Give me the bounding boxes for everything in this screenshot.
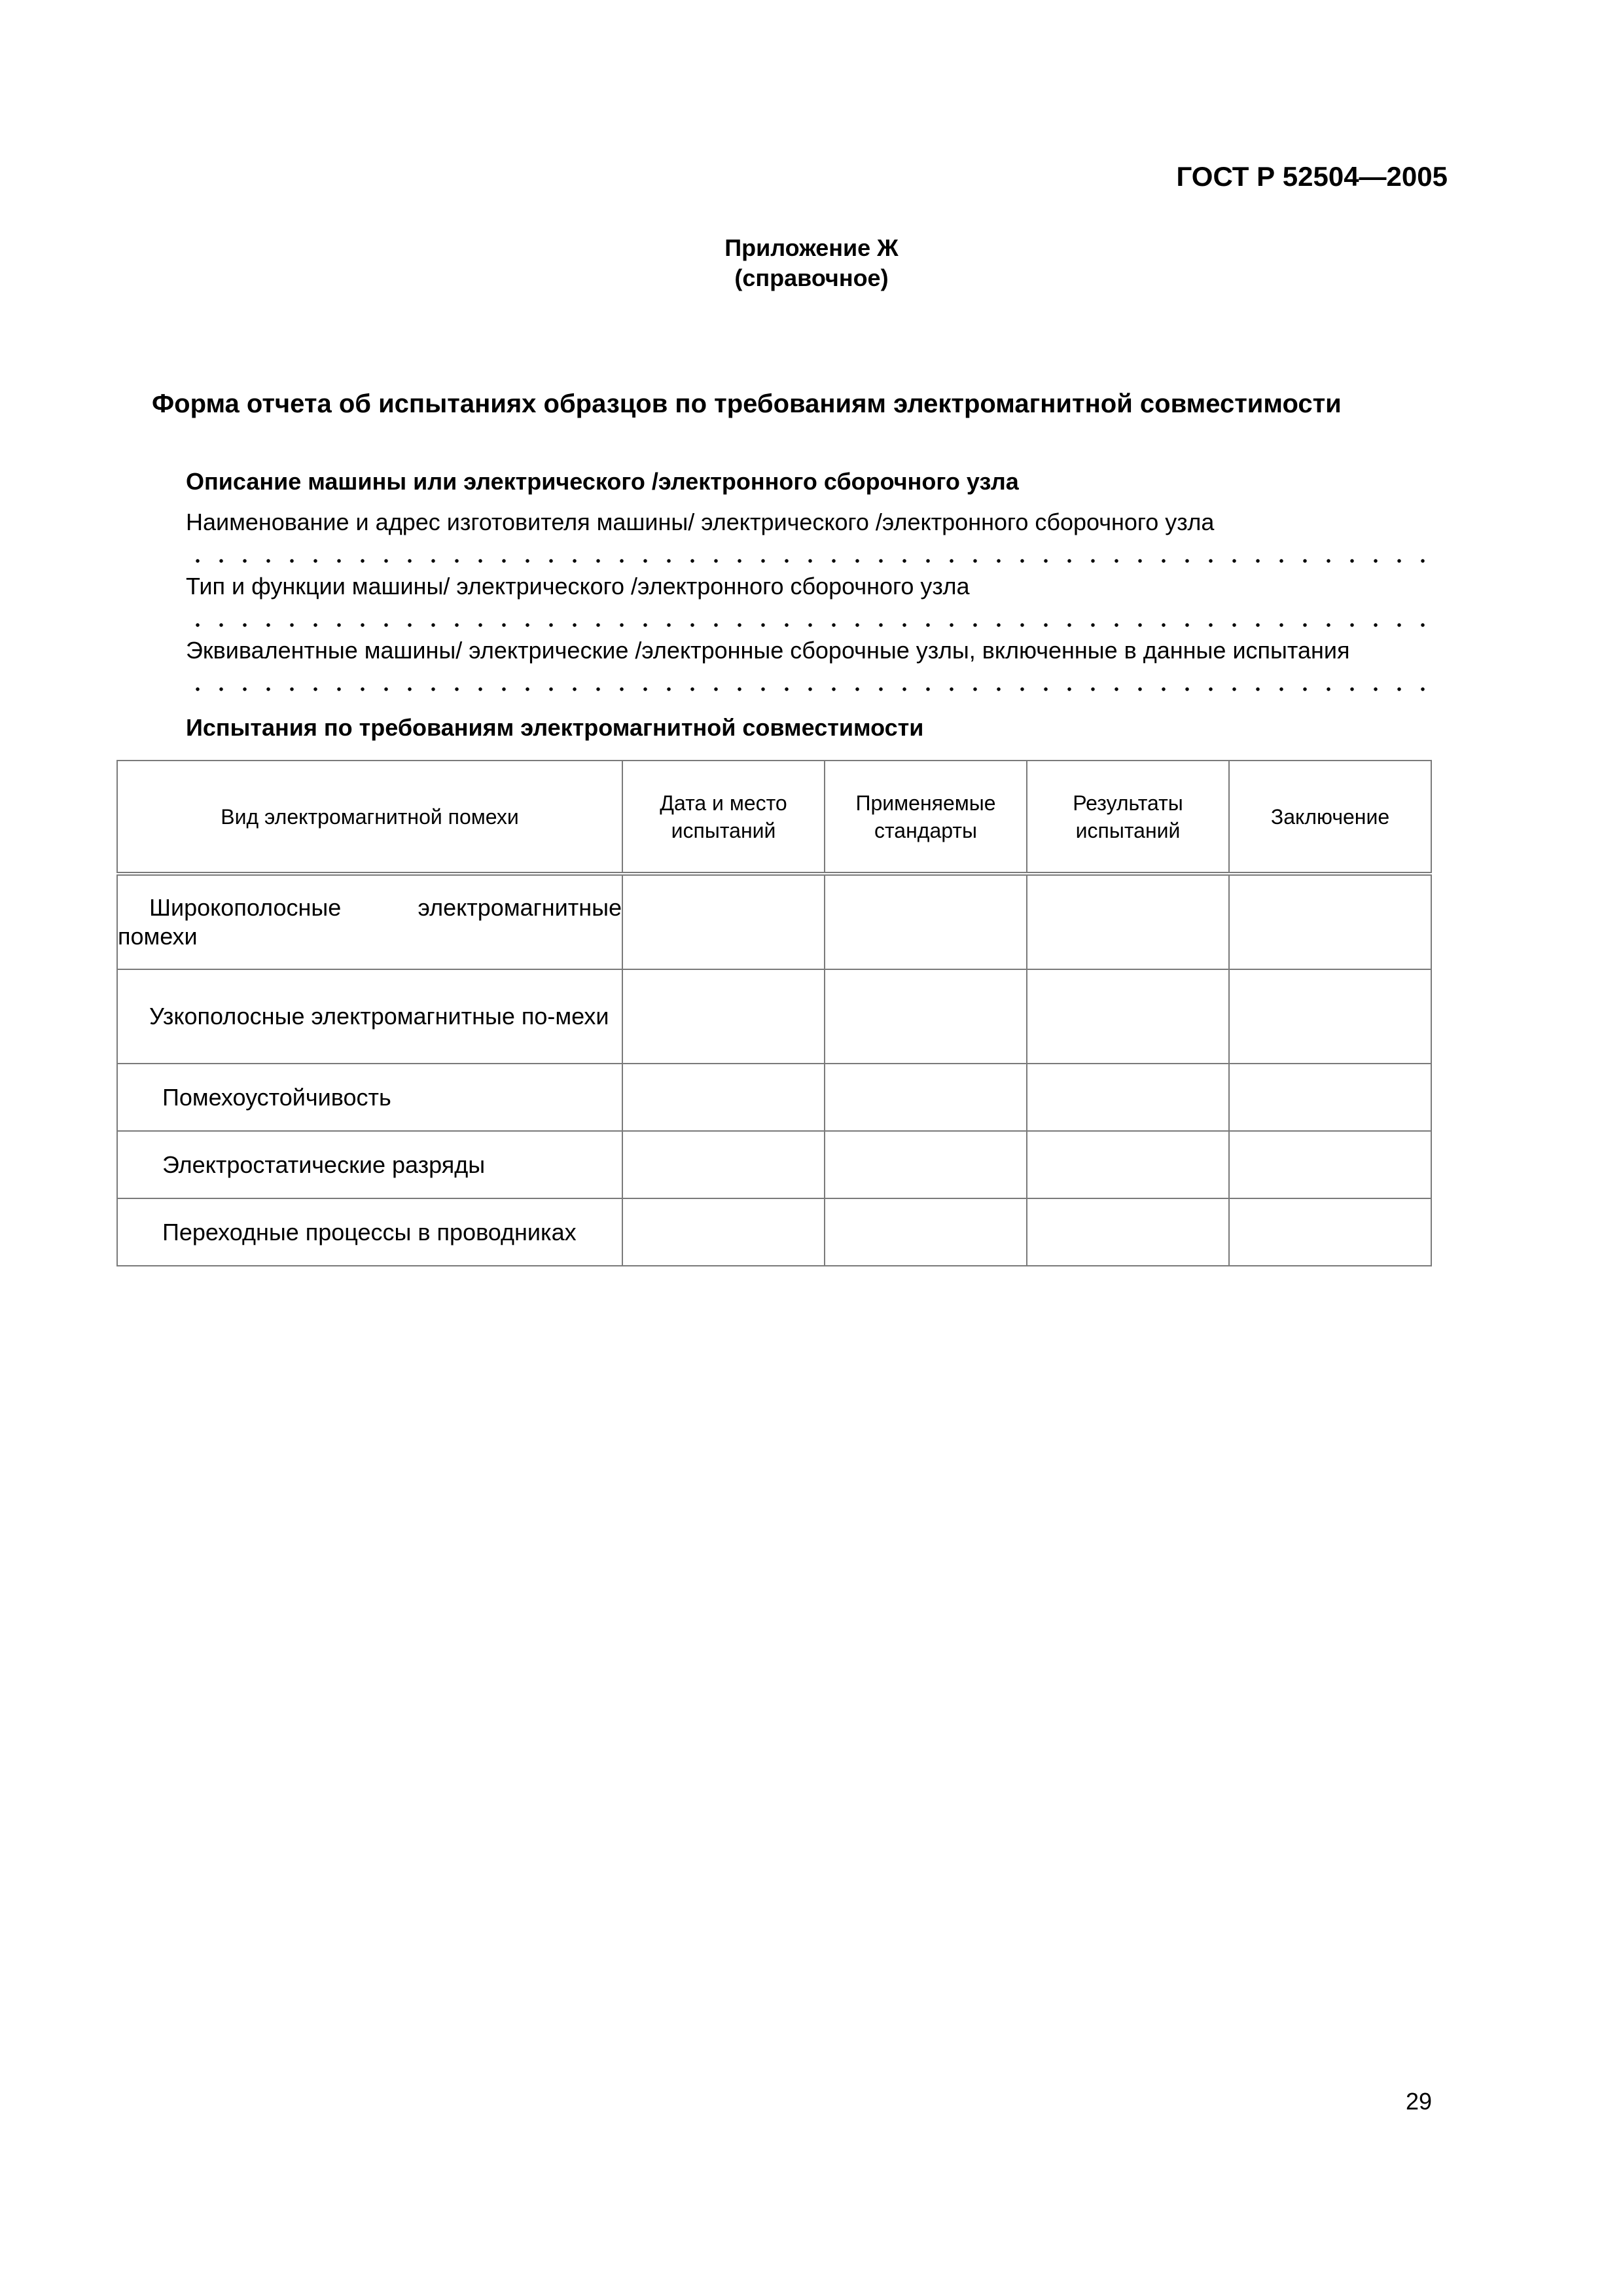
header-date-place: Дата и место испытаний xyxy=(622,761,825,874)
cell-results[interactable] xyxy=(1027,969,1229,1064)
equivalent-machines-fill-line[interactable] xyxy=(186,686,1429,692)
cell-standards[interactable] xyxy=(825,874,1027,969)
appendix-title: Приложение Ж xyxy=(724,234,899,261)
type-function-fill-line[interactable] xyxy=(186,622,1429,628)
cell-results[interactable] xyxy=(1027,1131,1229,1198)
row-label-narrowband: Узкополосные электромагнитные по-мехи xyxy=(117,969,622,1064)
header-conclusion: Заключение xyxy=(1229,761,1431,874)
header-standards: Применяемые стандарты xyxy=(825,761,1027,874)
cell-date-place[interactable] xyxy=(622,969,825,1064)
cell-date-place[interactable] xyxy=(622,1064,825,1131)
manufacturer-line-label: Наименование и адрес изготовителя машины/ электрического /электронного сборочного узла xyxy=(186,509,1215,535)
cell-conclusion[interactable] xyxy=(1229,1131,1431,1198)
cell-results[interactable] xyxy=(1027,1198,1229,1266)
cell-conclusion[interactable] xyxy=(1229,874,1431,969)
cell-date-place[interactable] xyxy=(622,1198,825,1266)
header-results: Результаты испытаний xyxy=(1027,761,1229,874)
cell-conclusion[interactable] xyxy=(1229,969,1431,1064)
cell-standards[interactable] xyxy=(825,1131,1027,1198)
table-row xyxy=(117,874,1431,969)
row-label-electrostatic: Электростатические разряды xyxy=(117,1131,622,1198)
header-interference-type: Вид электромагнитной помехи xyxy=(117,761,622,874)
cell-standards[interactable] xyxy=(825,1064,1027,1131)
appendix-type: (справочное) xyxy=(734,264,889,291)
cell-date-place[interactable] xyxy=(622,1131,825,1198)
equivalent-machines-line-label: Эквивалентные машины/ электрические /электронные сборочные узлы, включенные в данные испытания xyxy=(186,637,1350,664)
table-row xyxy=(117,1064,1431,1131)
cell-results[interactable] xyxy=(1027,1064,1229,1131)
emc-tests-table xyxy=(116,760,1432,1266)
cell-standards[interactable] xyxy=(825,969,1027,1064)
type-function-line-label: Тип и функции машины/ электрического /электронного сборочного узла xyxy=(186,573,970,600)
row-label-broadband: Широкополосные электромагнитные помехи xyxy=(117,874,622,969)
cell-results[interactable] xyxy=(1027,874,1229,969)
document-code: ГОСТ Р 52504—2005 xyxy=(1176,161,1448,192)
manufacturer-fill-line[interactable] xyxy=(186,558,1429,564)
tests-heading: Испытания по требованиям электромагнитной совместимости xyxy=(186,714,924,741)
cell-standards[interactable] xyxy=(825,1198,1027,1266)
cell-conclusion[interactable] xyxy=(1229,1064,1431,1131)
form-title: Форма отчета об испытаниях образцов по требованиям электромагнитной совместимости xyxy=(152,389,1342,418)
table-header-row xyxy=(117,761,1431,874)
row-label-immunity: Помехоустойчивость xyxy=(117,1064,622,1131)
table-row xyxy=(117,969,1431,1064)
description-heading: Описание машины или электрического /электронного сборочного узла xyxy=(186,468,1019,495)
page-number: 29 xyxy=(1405,2088,1432,2115)
row-label-transients: Переходные процессы в проводниках xyxy=(117,1198,622,1266)
cell-date-place[interactable] xyxy=(622,874,825,969)
table-row xyxy=(117,1131,1431,1198)
table-row xyxy=(117,1198,1431,1266)
cell-conclusion[interactable] xyxy=(1229,1198,1431,1266)
